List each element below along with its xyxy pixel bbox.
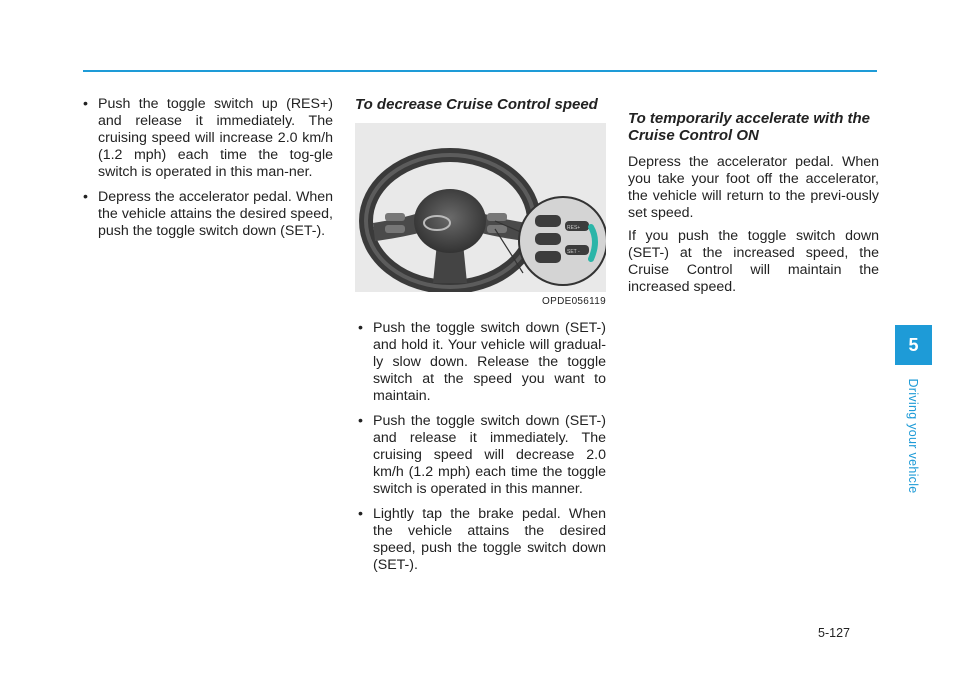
column-3 <box>628 110 879 302</box>
list-item: • Push the toggle switch up (RES+) and release it immediately. The cruising speed will increase 2.0 km/h (1.2 mph) each time the tog-gle switch is operated in this man-ner. <box>80 96 333 181</box>
svg-text:SET -: SET - <box>567 249 580 255</box>
column-2-bullets <box>355 320 606 574</box>
paragraph: If you push the toggle switch down (SET-) at the increased speed, the Cruise Control will maintain the increased speed. <box>628 228 879 295</box>
column-1-bullets <box>80 96 333 240</box>
list-item: • Depress the accelerator pedal. When the vehicle attains the desired speed, push the toggle switch down (SET-). <box>80 189 333 240</box>
steering-wheel-figure <box>355 123 606 292</box>
chapter-tab: 5 <box>895 325 932 365</box>
section-heading-decrease: To decrease Cruise Control speed <box>355 96 598 113</box>
list-item: • Push the toggle switch down (SET-) and hold it. Your vehicle will gradual-ly slow down. Release the toggle switch at the speed you want to maintain. <box>355 320 606 405</box>
column-2 <box>355 96 606 582</box>
column-1 <box>80 96 333 248</box>
top-rule <box>83 70 877 72</box>
steering-wheel-illustration <box>355 123 606 292</box>
page-number: 5-127 <box>818 626 850 640</box>
svg-text:RES+: RES+ <box>567 225 581 231</box>
figure-caption: OPDE056119 <box>542 296 606 307</box>
section-heading-accelerate: To temporarily accelerate with the Cruise Control ON <box>628 110 871 144</box>
paragraph: Depress the accelerator pedal. When you take your foot off the accelerator, the vehicle will return to the previ-ously set speed. <box>628 154 879 221</box>
chapter-title: Driving your vehicle <box>906 378 920 494</box>
list-item: • Push the toggle switch down (SET-) and release it immediately. The cruising speed will decrease 2.0 km/h (1.2 mph) each time the toggle switch is operated in this manner. <box>355 413 606 498</box>
list-item: • Lightly tap the brake pedal. When the vehicle attains the desired speed, push the toggle switch down (SET-). <box>355 506 606 574</box>
